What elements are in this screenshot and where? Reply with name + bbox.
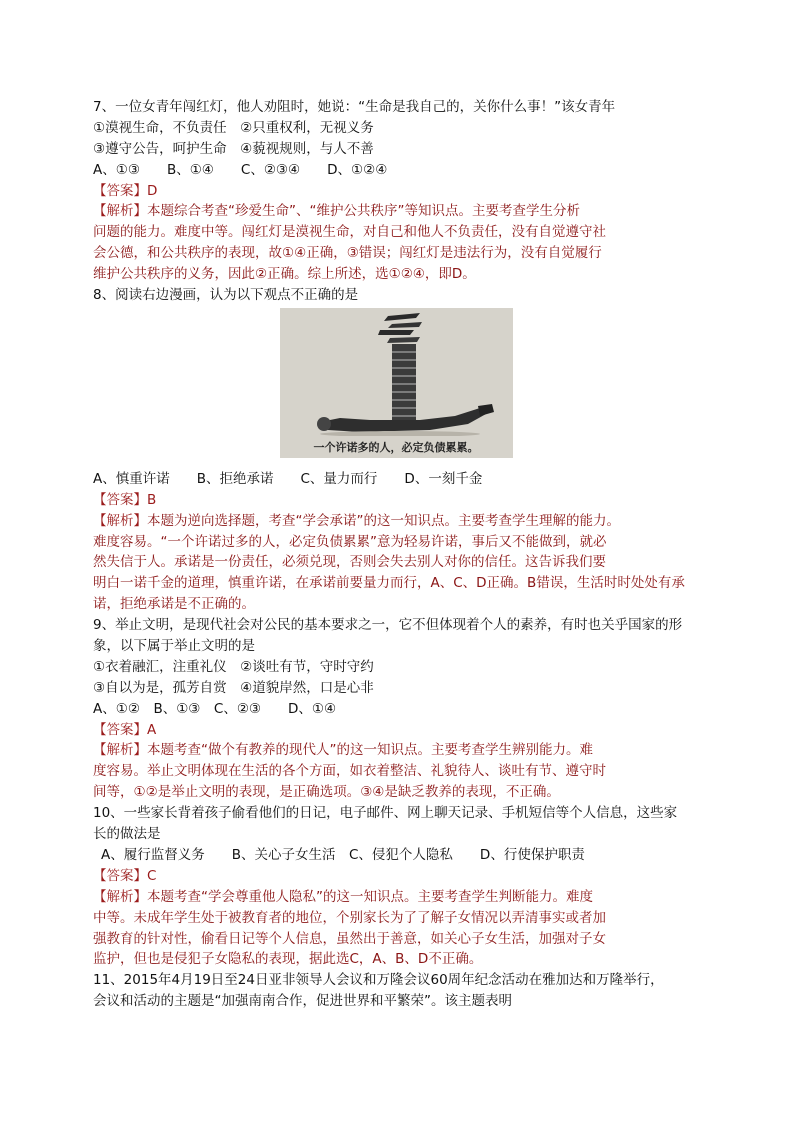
analysis-text: 本题考查“做个有教养的现代人”的这一知识点。主要考查学生辨别能力。难 (147, 742, 593, 759)
answer-tag: 【答案】 (93, 721, 147, 738)
analysis-text: 本题为逆向选择题，考查“学会承诺”的这一知识点。主要考查学生理解的能力。 (147, 512, 620, 529)
q8-analysis-line: 诺，拒绝承诺是不正确的。 (93, 596, 255, 613)
q10-answer (93, 866, 713, 887)
q9-stem: 象，以下属于举止文明的是 (93, 638, 255, 655)
q7-analysis-line: 维护公共秩序的义务，因此②正确。综上所述，选①②④，即D。 (93, 266, 476, 283)
q10-stem: 长的做法是 (93, 826, 161, 843)
analysis-tag: 【解析】 (93, 203, 147, 220)
analysis-tag: 【解析】 (93, 512, 147, 529)
q7-options-1: ①漠视生命，不负责任 ②只重权利，无视义务 (93, 119, 374, 136)
q10-analysis-line: 中等。未成年学生处于被教育者的地位，个别家长为了了解子女情况以弄清事实或者加 (93, 909, 606, 926)
analysis-tag: 【解析】 (93, 888, 147, 905)
q10-stem: 10、一些家长背着孩子偷看他们的日记，电子邮件、网上聊天记录、手机短信等个人信息，这些家 (93, 805, 678, 822)
q11-stem: 11、2015年4月19日至24日亚非领导人会议和万隆会议60周年纪念活动在雅加达和万隆举行， (93, 972, 664, 989)
cartoon-caption: 一个许诺多的人，必定负债累累。 (313, 440, 479, 454)
q11-stem: 会议和活动的主题是“加强南南合作，促进世界和平繁荣”。该主题表明 (93, 993, 512, 1010)
q10-analysis-line: 监护，但也是侵犯子女隐私的表现，据此选C，A、B、D不正确。 (93, 951, 483, 968)
q10-analysis-line: 强教育的针对性，偷看日记等个人信息，虽然出于善意，如关心子女生活，加强对子女 (93, 930, 606, 947)
q8-choices: A、慎重许诺 B、拒绝承诺 C、量力而行 D、一刻千金 (93, 470, 483, 487)
q10-analysis-line (93, 887, 713, 908)
q7-analysis-line (93, 201, 713, 222)
answer-value: A (147, 721, 157, 738)
q10-choices: A、履行监督义务 B、关心子女生活 C、侵犯个人隐私 D、行使保护职责 (101, 846, 585, 863)
q7-options-2: ③遵守公告，呵护生命 ④藐视规则，与人不善 (93, 140, 374, 157)
q9-analysis-line (93, 740, 713, 761)
q7-choices: A、①③ B、①④ C、②③④ D、①②④ (93, 161, 388, 178)
q8-analysis-line (93, 511, 713, 532)
answer-tag: 【答案】 (93, 182, 147, 199)
answer-tag: 【答案】 (93, 867, 147, 884)
q9-answer (93, 720, 713, 741)
analysis-tag: 【解析】 (93, 742, 147, 759)
q8-answer (93, 490, 713, 511)
answer-value: B (147, 491, 157, 508)
cartoon-image (280, 308, 513, 458)
q9-options-1: ①衣着融汇，注重礼仪 ②谈吐有节，守时守约 (93, 658, 374, 675)
q9-stem: 9、举止文明，是现代社会对公民的基本要求之一，它不但体现着个人的素养，有时也关乎国家的形 (93, 617, 683, 634)
q8-cartoon-wrap (93, 308, 713, 466)
q7-answer (93, 181, 713, 202)
q9-options-2: ③自以为是，孤芳自赏 ④道貌岸然，口是心非 (93, 679, 374, 696)
answer-value: C (147, 867, 157, 884)
q8-analysis-line: 难度容易。“一个许诺过多的人，必定负债累累”意为轻易许诺，事后又不能做到，就必 (93, 533, 607, 550)
q7-analysis-line: 会公德，和公共秩序的表现，故①④正确，③错误；闯红灯是违法行为，没有自觉履行 (93, 245, 602, 262)
q7-stem: 7、一位女青年闯红灯，他人劝阻时，她说：“生命是我自己的，关你什么事！”该女青年 (93, 99, 616, 115)
analysis-text: 本题考查“学会尊重他人隐私”的这一知识点。主要考查学生判断能力。难度 (147, 888, 593, 905)
q8-stem: 8、阅读右边漫画，认为以下观点不正确的是 (93, 287, 359, 304)
q8-analysis-line: 明白一诺千金的道理，慎重许诺，在承诺前要量力而行，A、C、D正确。B错误，生活时时处处有承 (93, 575, 685, 592)
answer-tag: 【答案】 (93, 491, 147, 508)
q9-choices: A、①② B、①③ C、②③ D、①④ (93, 700, 337, 717)
answer-value: D (147, 182, 158, 199)
exam-page (93, 97, 713, 1012)
q9-analysis-line: 间等，①②是举止文明的表现，是正确选项。③④是缺乏教养的表现，不正确。 (93, 784, 560, 801)
q8-analysis-line: 然失信于人。承诺是一份责任，必须兑现，否则会失去别人对你的信任。这告诉我们要 (93, 554, 606, 571)
q7-analysis-line: 问题的能力。难度中等。闯红灯是漠视生命，对自己和他人不负责任，没有自觉遵守社 (93, 224, 606, 241)
cartoon-drawing (280, 308, 513, 458)
q9-analysis-line: 度容易。举止文明体现在生活的各个方面，如衣着整洁、礼貌待人、谈吐有节、遵守时 (93, 763, 606, 780)
analysis-text: 本题综合考查“珍爱生命”、“维护公共秩序”等知识点。主要考查学生分析 (147, 203, 580, 220)
